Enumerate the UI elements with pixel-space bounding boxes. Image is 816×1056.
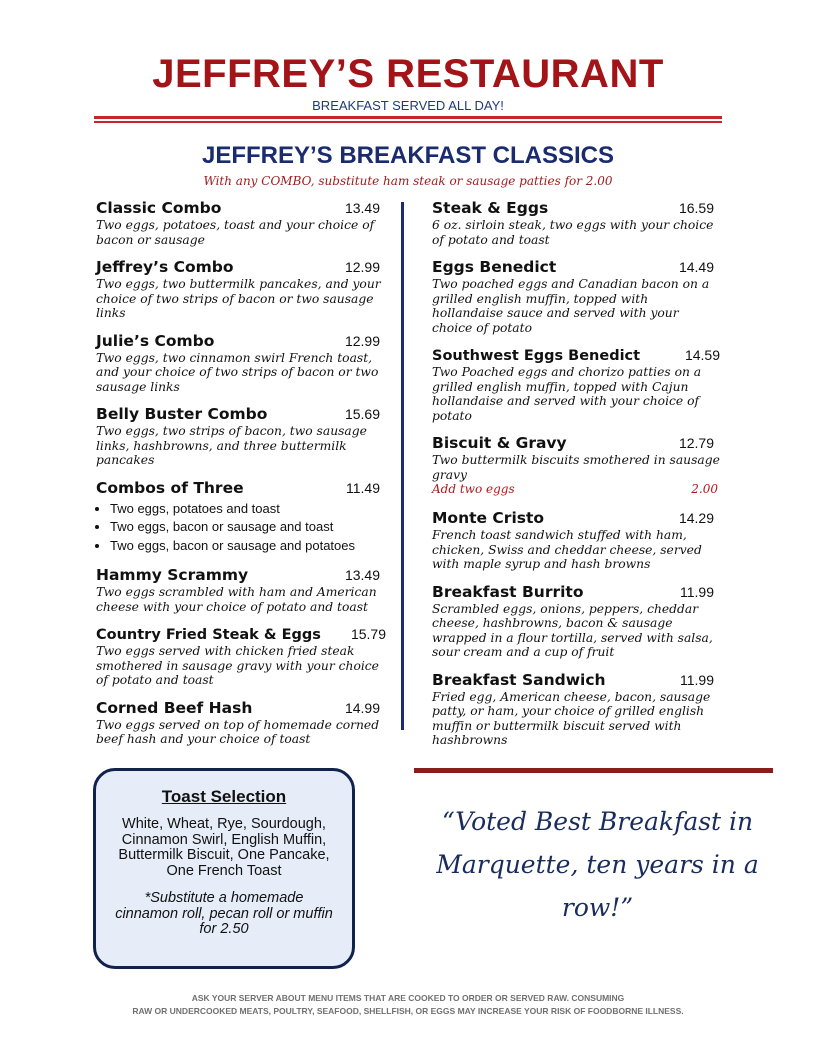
menu-item — [96, 698, 388, 747]
item-name: Monte Cristo — [432, 509, 545, 527]
item-name: Combos of Three — [96, 478, 244, 497]
menu-item — [432, 670, 722, 748]
item-price: 12.99 — [344, 259, 380, 275]
item-description: Fried egg, American cheese, bacon, sausage patty, or ham, your choice of grilled english muffin or buttermilk biscuit served with hashbrowns — [432, 689, 711, 747]
item-price: 15.79 — [350, 626, 386, 642]
menu-column-left — [96, 198, 388, 757]
menu-item — [432, 508, 722, 572]
item-price: 12.79 — [678, 435, 714, 451]
column-divider — [401, 202, 404, 730]
menu-item — [96, 624, 388, 688]
menu-item — [96, 478, 388, 556]
item-description: Two poached eggs and Canadian bacon on a grilled english muffin, topped with hollandaise sauce and served with your choice of potato — [432, 277, 710, 335]
item-price: 16.59 — [678, 200, 714, 216]
menu-item — [96, 404, 388, 468]
section-subtitle: With any COMBO, substitute ham steak or sausage patties for 2.00 — [203, 174, 613, 188]
item-price: 15.69 — [344, 406, 380, 422]
section-title: JEFFREY’S BREAKFAST CLASSICS — [201, 142, 615, 169]
item-description: Scrambled eggs, onions, peppers, cheddar cheese, hashbrowns, bacon & sausage wrapped in a flour tortilla, served with salsa, sour cream and a cup of fruit — [432, 601, 713, 659]
item-description: Two eggs, two cinnamon swirl French toast, and your choice of two strips of bacon or two sausage links — [96, 350, 379, 394]
menu-column-right — [432, 198, 722, 758]
item-price: 11.99 — [680, 583, 714, 600]
item-price: 11.99 — [680, 671, 714, 688]
disclaimer-line: ASK YOUR SERVER ABOUT MENU ITEMS THAT ARE COOKED TO ORDER OR SERVED RAW. CONSUMING — [191, 993, 625, 1003]
quote-rule — [414, 768, 773, 773]
disclaimer-line: RAW OR UNDERCOOKED MEATS, POULTRY, SEAFOOD, SHELLFISH, OR EGGS MAY INCREASE YOUR RISK OF FOODBORNE ILLNESS. — [132, 1006, 684, 1016]
item-name: Jeffrey’s Combo — [96, 258, 234, 276]
item-description: Two buttermilk biscuits smothered in sausage gravy — [432, 453, 720, 482]
item-price: 13.49 — [344, 200, 380, 216]
item-name: Eggs Benedict — [432, 258, 557, 276]
item-name: Breakfast Burrito — [432, 582, 584, 601]
item-description: French toast sandwich stuffed with ham, chicken, Swiss and cheddar cheese, served with maple syrup and hash browns — [432, 528, 702, 571]
item-name: Country Fried Steak & Eggs — [96, 627, 321, 643]
item-name: Southwest Eggs Benedict — [432, 348, 641, 364]
toast-title: Toast Selection — [161, 787, 287, 806]
toast-selection-box — [93, 768, 355, 969]
toast-options: White, Wheat, Rye, Sourdough, Cinnamon Swirl, English Muffin, Buttermilk Biscuit, One Pancake, One French Toast — [118, 816, 330, 879]
item-description: 6 oz. sirloin steak, two eggs with your choice of potato and toast — [432, 218, 714, 247]
item-description: Two eggs, two strips of bacon, two sausage links, hashbrowns, and three buttermilk pancakes — [96, 424, 367, 467]
addon-row — [432, 482, 722, 498]
item-name: Hammy Scrammy — [96, 566, 249, 584]
item-description: Two eggs served on top of homemade corned beef hash and your choice of toast — [96, 717, 380, 746]
award-quote: “Voted Best Breakfast in Marquette, ten years in a row!” — [436, 807, 759, 922]
menu-item — [432, 582, 722, 660]
menu-item — [432, 257, 722, 335]
addon-label: Add two eggs — [432, 482, 515, 496]
combo-options-list — [96, 500, 388, 556]
item-description: Two eggs, potatoes, toast and your choice of bacon or sausage — [96, 218, 375, 247]
menu-item — [96, 257, 388, 321]
item-description: Two eggs, two buttermilk pancakes, and your choice of two strips of bacon or two sausage links — [96, 277, 381, 320]
restaurant-title: JEFFREY’S RESTAURANT — [152, 52, 664, 96]
addon-price: 2.00 — [691, 482, 718, 496]
item-name: Corned Beef Hash — [96, 698, 253, 717]
item-name: Classic Combo — [96, 199, 222, 217]
item-description: Two eggs scrambled with ham and American cheese with your choice of potato and toast — [96, 585, 377, 614]
restaurant-subtitle: BREAKFAST SERVED ALL DAY! — [312, 98, 504, 113]
menu-item — [432, 198, 722, 247]
header-rule-thin — [94, 121, 722, 123]
list-item: • Two eggs, bacon or sausage and potatoes — [110, 537, 388, 556]
item-description: Two Poached eggs and chorizo patties on a grilled english muffin, topped with Cajun hollandaise and served with your choice of potato — [432, 365, 702, 423]
item-price: 14.59 — [684, 347, 720, 363]
list-item: • Two eggs, potatoes and toast — [110, 500, 388, 519]
item-name: Julie’s Combo — [96, 331, 215, 350]
menu-item — [432, 433, 722, 498]
item-price: 14.99 — [344, 699, 380, 716]
item-price: 13.49 — [344, 567, 380, 583]
menu-item — [96, 198, 388, 247]
item-description: Two eggs served with chicken fried steak smothered in sausage gravy with your choice of potato and toast — [96, 644, 379, 687]
item-name: Biscuit & Gravy — [432, 434, 567, 452]
list-item: • Two eggs, bacon or sausage and toast — [110, 518, 388, 537]
toast-substitute-note: *Substitute a homemade cinnamon roll, pecan roll or muffin for 2.50 — [115, 890, 333, 937]
item-name: Belly Buster Combo — [96, 405, 268, 423]
header-rule-thick — [94, 116, 722, 119]
food-safety-disclaimer — [0, 992, 816, 1018]
item-price: 14.29 — [678, 510, 714, 526]
item-price: 12.99 — [344, 332, 380, 349]
item-price: 14.49 — [678, 259, 714, 275]
item-price: 11.49 — [346, 479, 380, 496]
item-name: Breakfast Sandwich — [432, 670, 606, 689]
menu-item — [96, 331, 388, 395]
item-name: Steak & Eggs — [432, 199, 549, 217]
menu-item — [432, 345, 722, 423]
menu-item — [96, 565, 388, 614]
